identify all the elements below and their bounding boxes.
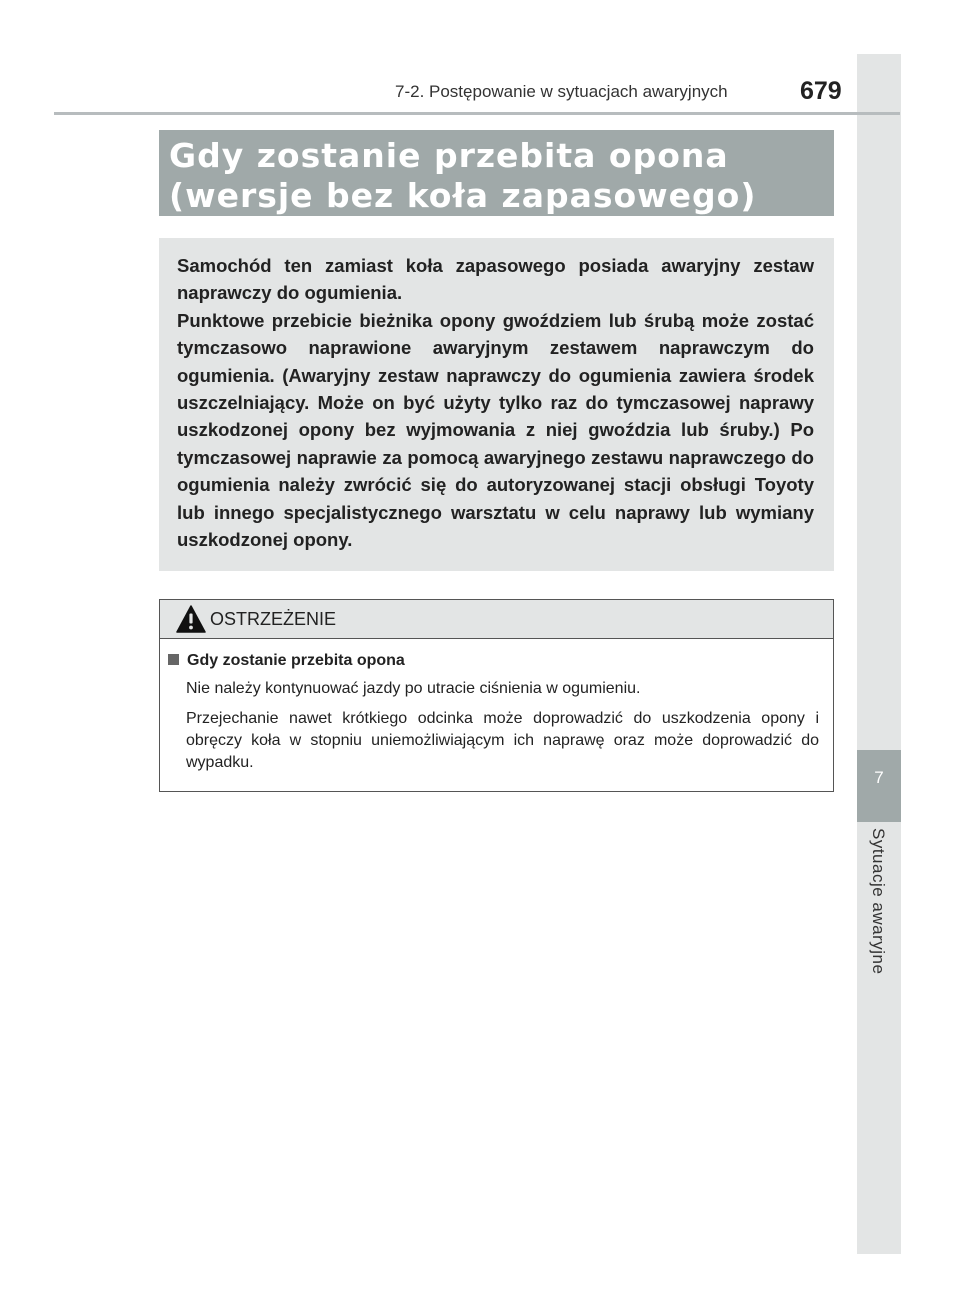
- header-divider: [54, 112, 900, 115]
- warning-body: [160, 639, 833, 774]
- square-bullet-icon: [168, 654, 179, 665]
- chapter-label: Sytuacje awaryjne: [869, 828, 888, 975]
- section-title: 7-2. Postępowanie w sytuacjach awaryjnych: [395, 82, 728, 101]
- page-title: Gdy zostanie przebita opona (wersje bez koła zapasowego): [169, 136, 757, 215]
- side-tab: [857, 54, 901, 1254]
- warning-subtitle: [168, 652, 819, 670]
- warning-subtitle-text: Gdy zostanie przebita opona: [187, 652, 405, 669]
- intro-box: [159, 238, 834, 571]
- warning-paragraph-2: Przejechanie nawet krótkiego odcinka może doprowadzić do uszkodzenia opony i obręczy koła w stopniu uniemożliwiającym ich naprawę oraz może doprowadzić do wypadku.: [186, 710, 819, 771]
- warning-label: OSTRZEŻENIE: [210, 609, 337, 629]
- warning-paragraph-1: Nie należy kontynuować jazdy po utracie ciśnienia w ogumieniu.: [186, 680, 641, 697]
- intro-paragraph-1: Samochód ten zamiast koła zapasowego posiada awaryjny zestaw naprawczy do ogumienia.: [177, 255, 814, 304]
- chapter-number: 7: [874, 768, 884, 787]
- warning-header: [160, 600, 833, 639]
- warning-triangle-icon: [176, 605, 206, 633]
- page-number: 679: [800, 77, 842, 105]
- intro-paragraph-2: Punktowe przebicie bieżnika opony gwoździem lub śrubą może zostać tymczasowo naprawione awaryjnym zestawem naprawczym do ogumienia. (Awaryjny zestaw naprawczy do ogumienia zawiera środek uszczelniający. Może on być użyty tylko raz do tymczasowej naprawy uszkodzonej opony bez wyjmowania z niej gwoździa lub śruby.) Po tymczasowej naprawie za pomocą awaryjnego zestawu naprawczego do ogumienia należy zwrócić się do autoryzowanej stacji obsługi Toyoty lub innego specjalistycznego warsztatu w celu naprawy lub wymiany uszkodzonej opony.: [177, 309, 814, 551]
- title-box: [159, 130, 834, 216]
- warning-box: [159, 599, 834, 792]
